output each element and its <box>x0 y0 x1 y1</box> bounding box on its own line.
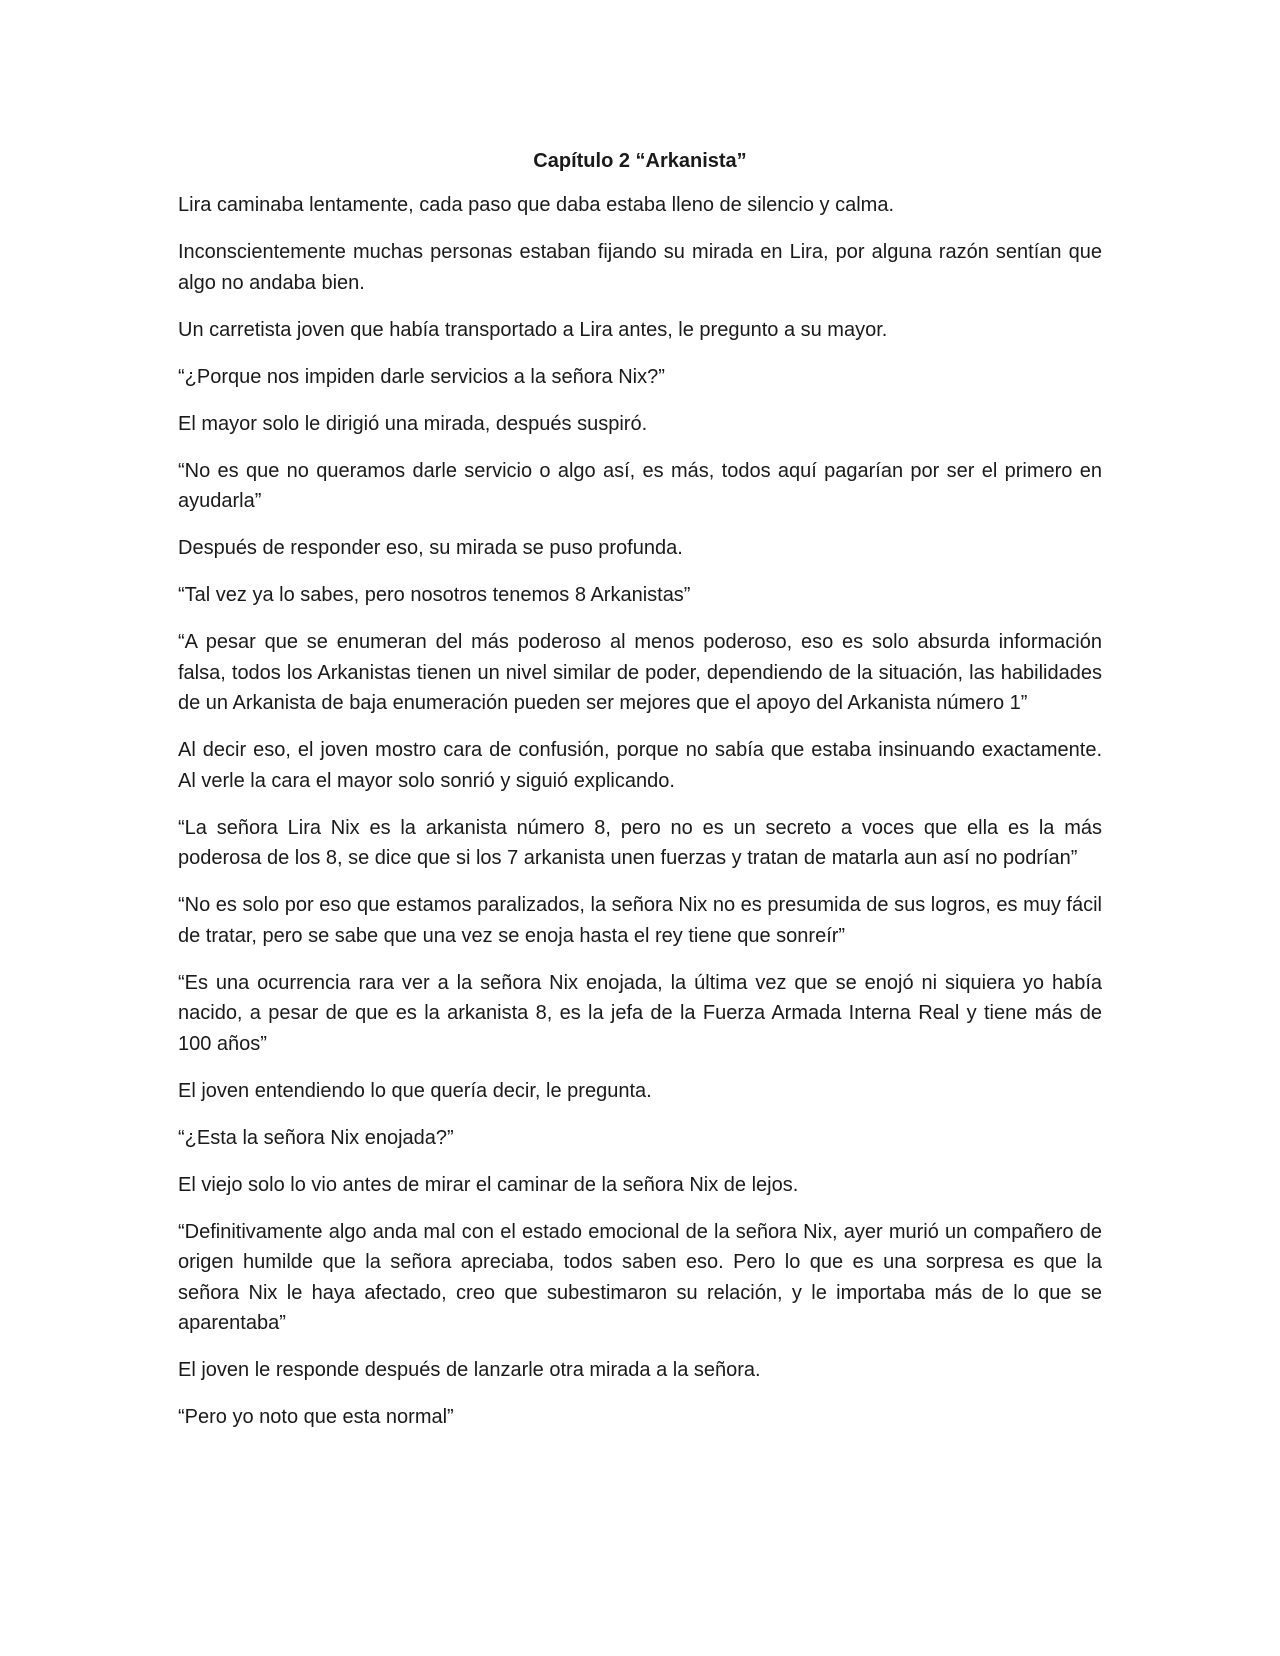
document-body <box>178 146 1102 1449</box>
paragraph-14: El joven entendiendo lo que quería decir, le pregunta. <box>178 1079 652 1102</box>
paragraph-18: El joven le responde después de lanzarle otra mirada a la señora. <box>178 1359 761 1381</box>
paragraph-19: “Pero yo noto que esta normal” <box>178 1406 454 1428</box>
paragraph-9: “A pesar que se enumeran del más poderoso al menos poderoso, eso es solo absurda información falsa, todos los Arkanistas tienen un nivel similar de poder, dependiendo de la situación, las habilidades de un Arkanista de baja enumeración pueden ser mejores que el apoyo del Arkanista número 1” <box>178 631 1102 714</box>
paragraph-8: “Tal vez ya lo sabes, pero nosotros tenemos 8 Arkanistas” <box>178 584 691 606</box>
paragraph-10: Al decir eso, el joven mostro cara de confusión, porque no sabía que estaba insinuando exactamente. Al verle la cara el mayor solo sonrió y siguió explicando. <box>178 739 1102 792</box>
chapter-title: Capítulo 2 “Arkanista” <box>533 150 747 172</box>
paragraph-13: “Es una ocurrencia rara ver a la señora Nix enojada, la última vez que se enojó ni siquiera yo había nacido, a pesar de que es la arkanista 8, es la jefa de la Fuerza Armada Interna Real y tiene más de 100 años” <box>178 971 1102 1055</box>
paragraph-1: Lira caminaba lentamente, cada paso que daba estaba lleno de silencio y calma. <box>178 194 895 216</box>
paragraph-16: El viejo solo lo vio antes de mirar el caminar de la señora Nix de lejos. <box>178 1173 799 1196</box>
paragraph-4: “¿Porque nos impiden darle servicios a la señora Nix?” <box>178 365 665 388</box>
paragraph-5: El mayor solo le dirigió una mirada, después suspiró. <box>178 412 648 435</box>
paragraph-6: “No es que no queramos darle servicio o algo así, es más, todos aquí pagarían por ser el primero en ayudarla” <box>178 459 1102 512</box>
paragraph-17: “Definitivamente algo anda mal con el estado emocional de la señora Nix, ayer murió un compañero de origen humilde que la señora apreciaba, todos saben eso. Pero lo que es una sorpresa es que la señora Nix le haya afectado, creo que subestimaron su relación, y le importaba más de lo que se aparentaba” <box>178 1220 1102 1334</box>
paragraph-2: Inconscientemente muchas personas estaban fijando su mirada en Lira, por alguna razón sentían que algo no andaba bien. <box>178 241 1102 294</box>
paragraph-12: “No es solo por eso que estamos paralizados, la señora Nix no es presumida de sus logros, es muy fácil de tratar, pero se sabe que una vez se enoja hasta el rey tiene que sonreír” <box>178 894 1102 947</box>
paragraph-11: “La señora Lira Nix es la arkanista número 8, pero no es un secreto a voces que ella es la más poderosa de los 8, se dice que si los 7 arkanista unen fuerzas y tratan de matarla aun así no podrían” <box>178 816 1102 869</box>
paragraph-3: Un carretista joven que había transportado a Lira antes, le pregunto a su mayor. <box>178 318 888 341</box>
paragraph-15: “¿Esta la señora Nix enojada?” <box>178 1126 454 1149</box>
paragraph-7: Después de responder eso, su mirada se puso profunda. <box>178 537 683 559</box>
